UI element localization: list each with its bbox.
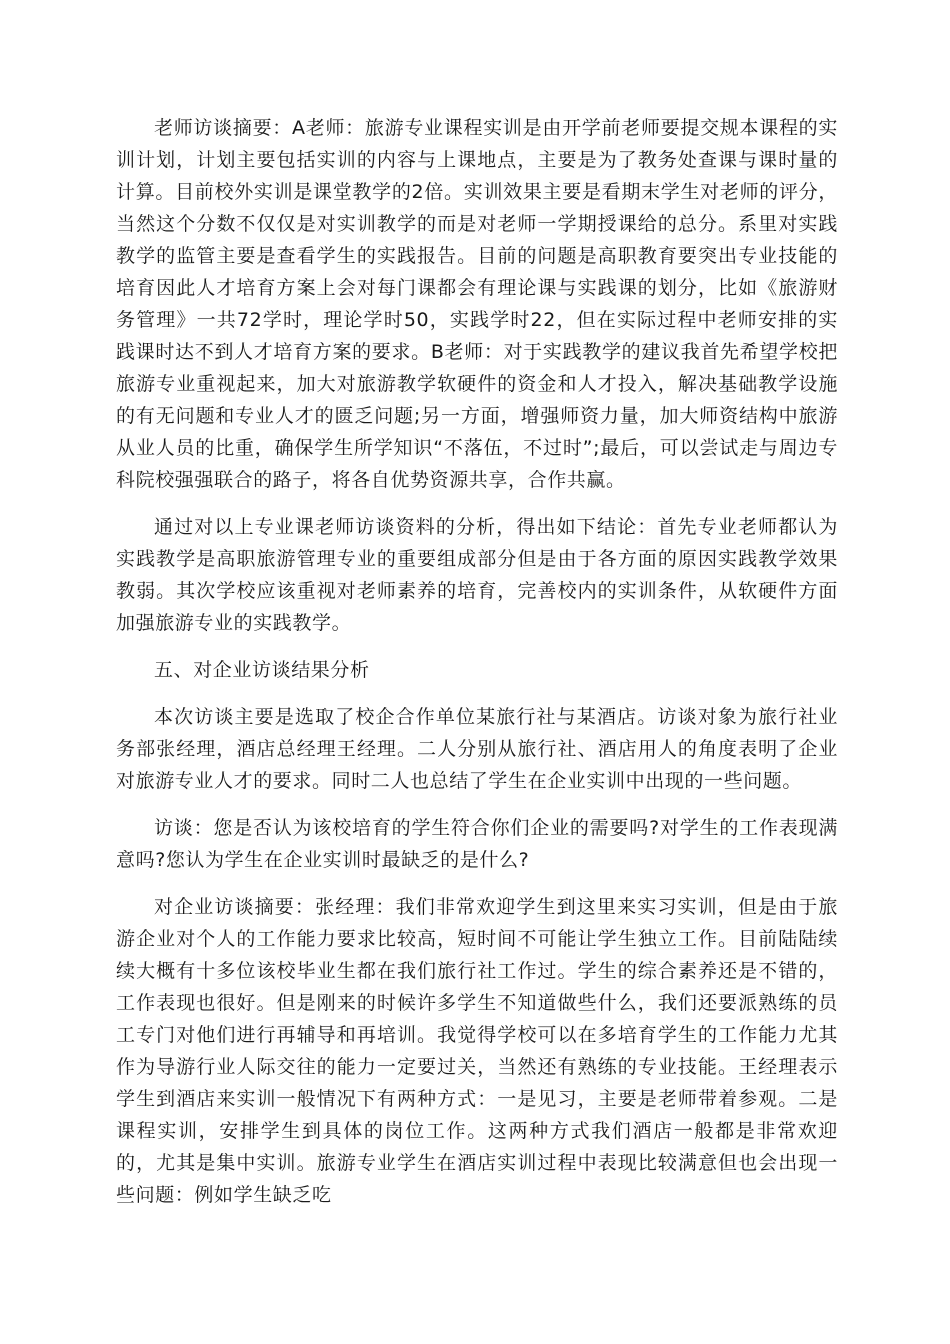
paragraph-enterprise-interview-intro: 本次访谈主要是选取了校企合作单位某旅行社与某酒店。访谈对象为旅行社业务部张经理，酒店总经理王经理。二人分别从旅行社、酒店用人的角度表明了企业对旅游专业人才的要求。同时二人也总结了学生在企业实训中出现的一些问题。	[116, 706, 838, 792]
document-body	[116, 112, 838, 1226]
paragraph-teacher-analysis-conclusion: 通过对以上专业课老师访谈资料的分析，得出如下结论：首先专业老师都认为实践教学是高职旅游管理专业的重要组成部分但是由于各方面的原因实践教学效果教弱。其次学校应该重视对老师素养的培育，完善校内的实训条件，从软硬件方面加强旅游专业的实践教学。	[116, 516, 838, 634]
section-heading-enterprise-analysis: 五、对企业访谈结果分析	[154, 659, 370, 681]
paragraph-enterprise-interview-summary: 对企业访谈摘要：张经理：我们非常欢迎学生到这里来实习实训，但是由于旅游企业对个人的工作能力要求比较高，短时间不可能让学生独立工作。目前陆陆续续大概有十多位该校毕业生都在我们旅行社工作过。学生的综合素养还是不错的，工作表现也很好。但是刚来的时候许多学生不知道做些什么，我们还要派熟练的员工专门对他们进行再辅导和再培训。我觉得学校可以在多培育学生的工作能力尤其作为导游行业人际交往的能力一定要过关，当然还有熟练的专业技能。王经理表示学生到酒店来实训一般情况下有两种方式：一是见习，主要是老师带着参观。二是课程实训，安排学生到具体的岗位工作。这两种方式我们酒店一般都是非常欢迎的，尤其是集中实训。旅游专业学生在酒店实训过程中表现比较满意但也会出现一些问题：例如学生缺乏吃	[116, 896, 838, 1206]
paragraph-interview-questions: 访谈：您是否认为该校培育的学生符合你们企业的需要吗?对学生的工作表现满意吗?您认为学生在企业实训时最缺乏的是什么?	[116, 817, 838, 871]
paragraph-teacher-interview-summary: 老师访谈摘要：A老师：旅游专业课程实训是由开学前老师要提交规本课程的实训计划，计划主要包括实训的内容与上课地点，主要是为了教务处查课与课时量的计算。目前校外实训是课堂教学的2倍。实训效果主要是看期末学生对老师的评分，当然这个分数不仅仅是对实训教学的而是对老师一学期授课给的总分。系里对实践教学的监管主要是查看学生的实践报告。目前的问题是高职教育要突出专业技能的培育因此人才培育方案上会对每门课都会有理论课与实践课的划分，比如《旅游财务管理》一共72学时，理论学时50，实践学时22，但在实际过程中老师安排的实践课时达不到人才培育方案的要求。B老师：对于实践教学的建议我首先希望学校把旅游专业重视起来，加大对旅游教学软硬件的资金和人才投入，解决基础教学设施的有无问题和专业人才的匮乏问题;另一方面，增强师资力量，加大师资结构中旅游从业人员的比重，确保学生所学知识“不落伍，不过时”;最后，可以尝试走与周边专科院校强强联合的路子，将各自优势资源共享，合作共赢。	[116, 117, 838, 491]
